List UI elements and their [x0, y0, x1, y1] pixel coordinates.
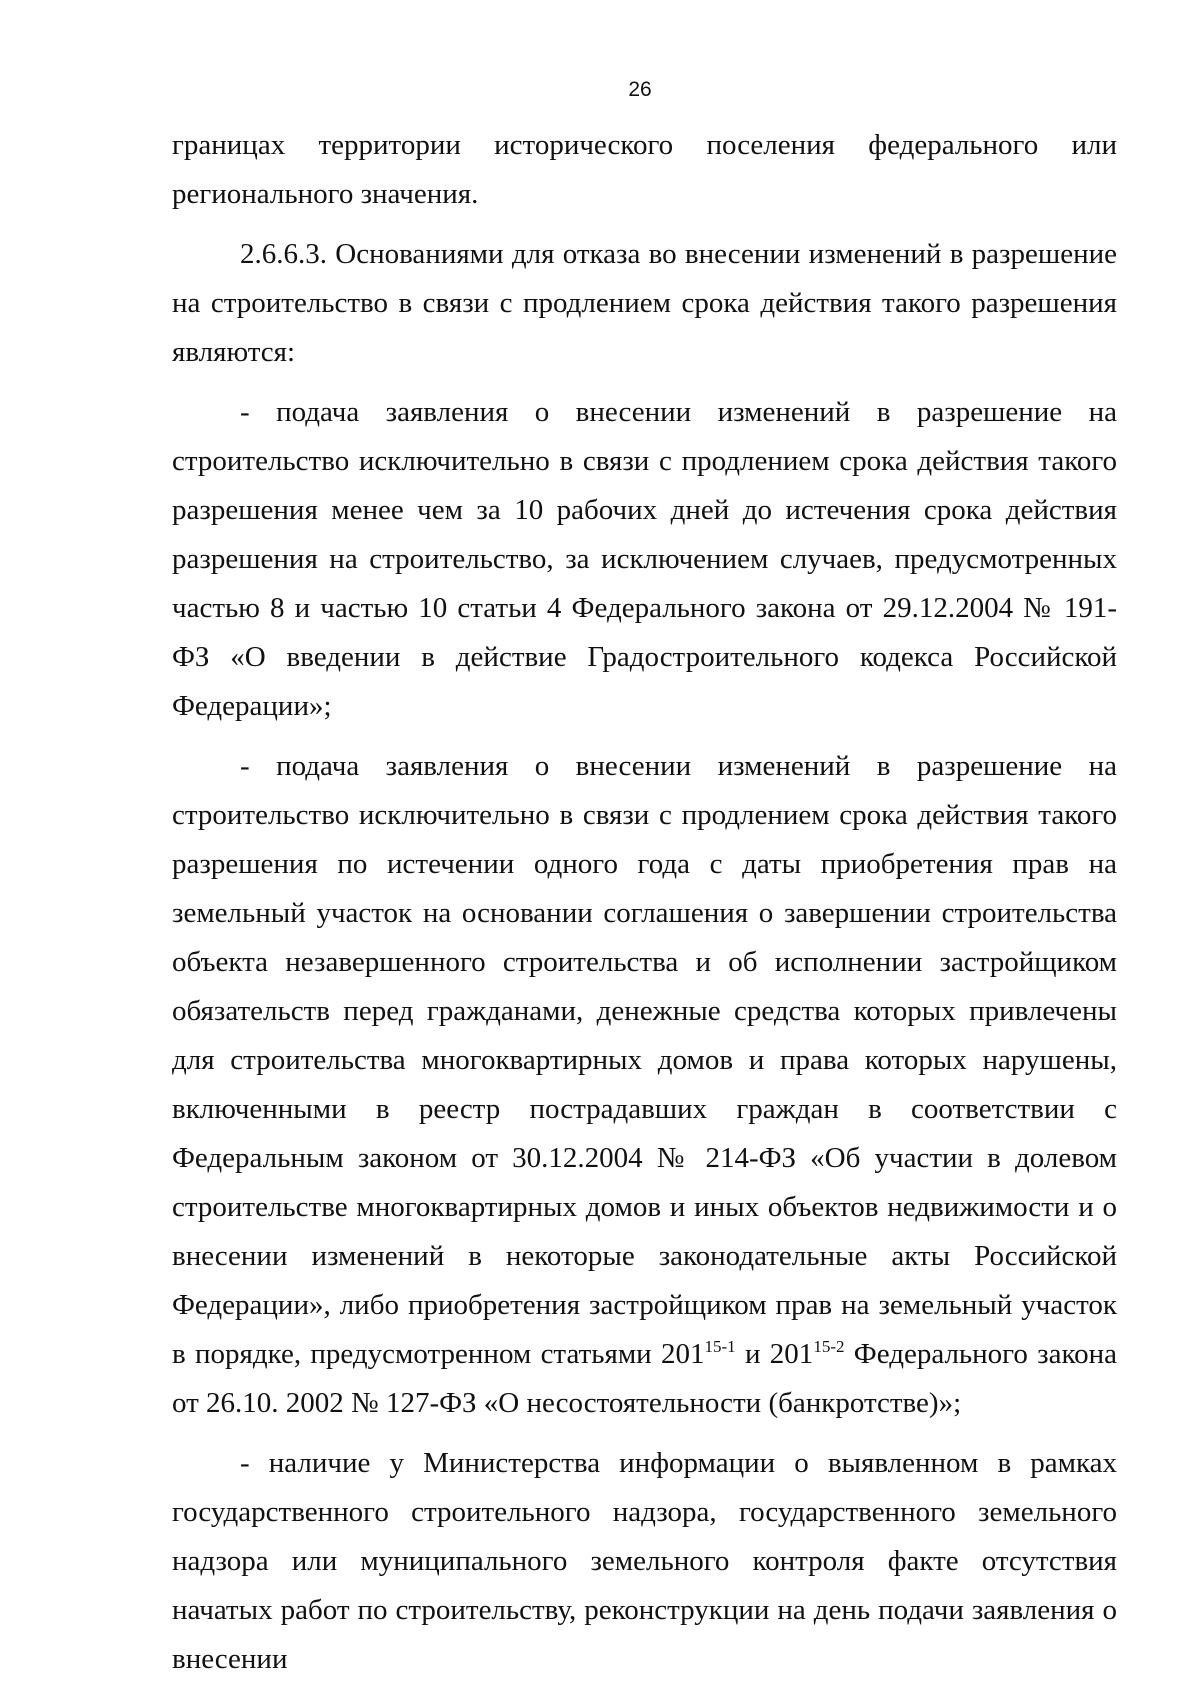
paragraph-item-deadline: - подача заявления о внесении изменений в разрешение на строительство исключительно в связи с продлением срока действия такого разрешения менее чем за 10 рабочих дней до истечения срока действия разрешения на строительство, за исключением случаев, предусмотренных частью 8 и частью 10 статьи 4 Федерального закона от 29.12.2004 № 191-ФЗ «О введении в действие Градостроительного кодекса Российской Федерации»;	[172, 396, 1117, 722]
page-number: 26	[628, 78, 652, 101]
paragraph-text-part: и 201	[735, 1338, 814, 1370]
superscript-article-number: 15-2	[813, 1337, 845, 1356]
paragraph-clause-2-6-6-3: 2.6.6.3. Основаниями для отказа во внесении изменений в разрешение на строительство в связи с продлением срока действия такого разрешения являются:	[172, 238, 1117, 368]
paragraph-text-part: - подача заявления о внесении изменений в разрешение на строительство исключительно в связи с продлением срока действия такого разрешения по истечении одного года с даты приобретения прав на земельный участок на основании соглашения о завершении строительства объекта незавершенного строительства и об исполнении застройщиком обязательств перед гражданами, денежные средства которых привлечены для строительства многоквартирных домов и права которых нарушены, включенными в реестр пострадавших граждан в соответствии с Федеральным законом от 30.12.2004 № 214-ФЗ «Об участии в долевом строительстве многоквартирных домов и иных объектов недвижимости и о внесении изменений в некоторые законодательные акты Российской Федерации», либо приобретения застройщиком прав на земельный участок в порядке, предусмотренном статьями 201	[172, 750, 1117, 1370]
paragraph-item-supervision: - наличие у Министерства информации о выявленном в рамках государственного строительного надзора, государственного земельного надзора или муниципального земельного контроля факте отсутствия начатых работ по строительству, реконструкции на день подачи заявления о внесении	[172, 1447, 1117, 1675]
paragraph-text-part: Федерального закона от 26.10. 2002 № 127-ФЗ «О несостоятельности (банкротстве)»;	[172, 1338, 1117, 1419]
superscript-article-number: 15-1	[704, 1337, 736, 1356]
document-body	[172, 121, 1117, 1695]
paragraph-item-land-rights	[172, 742, 1117, 1428]
paragraph-continuation: границах территории исторического поселения федерального или регионального значения.	[172, 129, 1117, 210]
